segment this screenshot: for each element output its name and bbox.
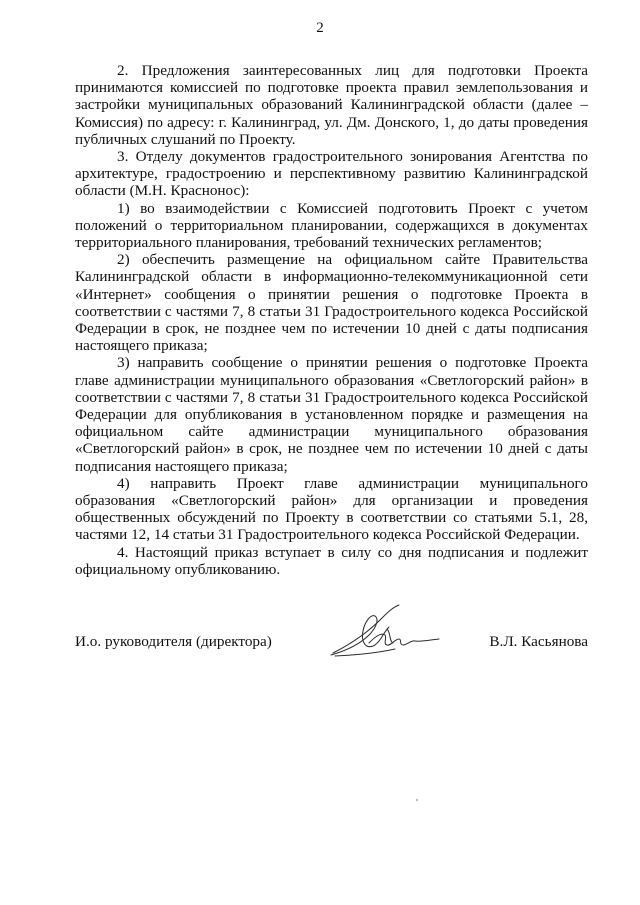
handwritten-signature bbox=[325, 599, 445, 665]
paragraph-item-2-proposals: 2. Предложения заинтересованных лиц для подготовки Проекта принимаются комиссией по подготовке проекта правил землепользования и застройки муниципальных образований Калининградской области (далее – Комиссия) по адресу: г. Калининград, ул. Дм. Донского, 1, до даты проведения публичных слушаний по Проекту. bbox=[75, 62, 588, 148]
paragraph-subitem-2: 2) обеспечить размещение на официальном сайте Правительства Калининградской области в информационно-телекоммуникационной сети «Интернет» сообщения о принятии решения о подготовке Проекта в соответствии с частями 7, 8 статьи 31 Градостроительного кодекса Российской Федерации в срок, не позднее чем по истечении 10 дней с даты подписания настоящего приказа; bbox=[75, 251, 588, 355]
document-body bbox=[75, 62, 588, 578]
paragraph-item-4-effective: 4. Настоящий приказ вступает в силу со дня подписания и подлежит официальному опубликованию. bbox=[75, 543, 588, 578]
paragraph-subitem-4: 4) направить Проект главе администрации муниципального образования «Светлогорский район» для организации и проведения общественных обсуждений по Проекту в соответствии со статьями 5.1, 28, частями 12, 14 статьи 31 Градостроительного кодекса Российской Федерации. bbox=[75, 474, 588, 544]
page-number: 2 bbox=[316, 20, 324, 36]
signatory-position: И.о. руководителя (директора) bbox=[75, 633, 272, 650]
paragraph-item-3-department: 3. Отделу документов градостроительного зонирования Агентства по архитектуре, градостроению и перспективному развитию Калининградской области (М.Н. Краснонос): bbox=[75, 148, 588, 200]
signature-block bbox=[75, 633, 588, 659]
paragraph-subitem-1: 1) во взаимодействии с Комиссией подготовить Проект с учетом положений о территориальном планировании, содержащихся в документах территориального планирования, требований технических регламентов; bbox=[75, 199, 588, 252]
signatory-name: В.Л. Касьянова bbox=[489, 633, 588, 650]
paragraph-subitem-3: 3) направить сообщение о принятии решения о подготовке Проекта главе администрации муниципального образования «Светлогорский район» в соответствии с частями 7, 8 статьи 31 Градостроительного кодекса Российской Федерации для опубликования в установленном порядке и размещения на официальном сайте администрации муниципального образования «Светлогорский район» в срок, не позднее чем по истечении 10 дней с даты подписания настоящего приказа; bbox=[75, 354, 588, 475]
scan-speck bbox=[416, 799, 418, 801]
